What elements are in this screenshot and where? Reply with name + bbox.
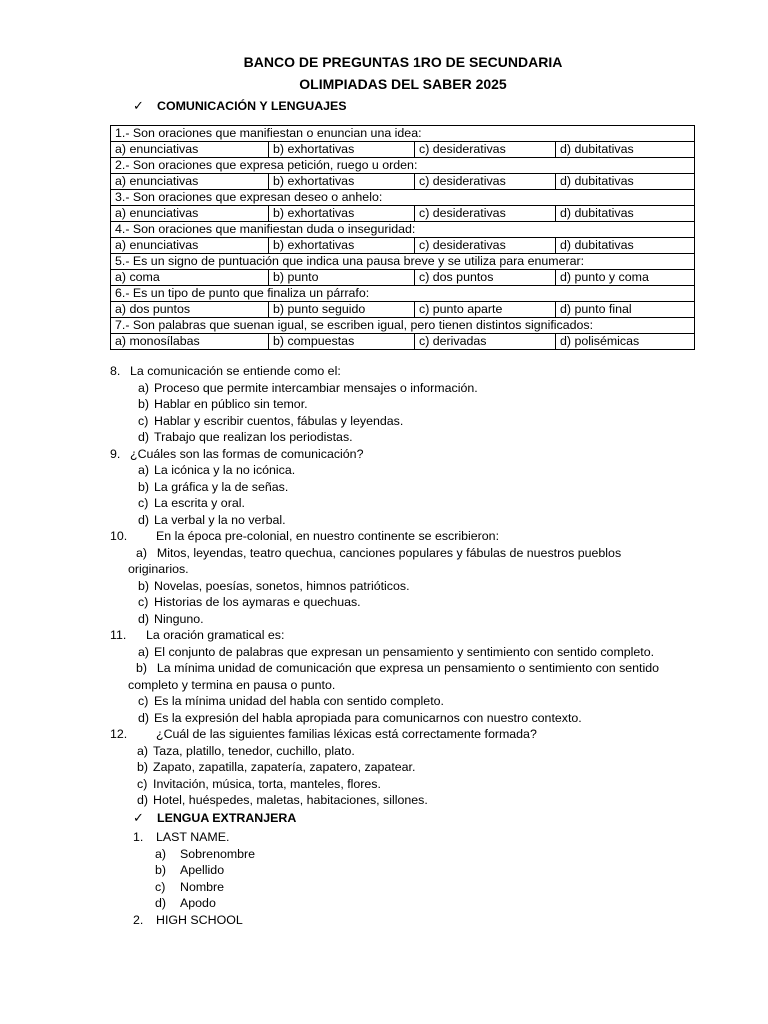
option-continuation: originarios. [128,562,189,576]
table-question-row [111,158,695,174]
option: b) Hablar en público sin temor. [138,397,308,411]
question-cell: 7.- Son palabras que suenan igual, se escriben igual, pero tienen distintos significados: [111,318,695,334]
option-cell: d) dubitativas [556,174,695,190]
option-cell: a) enunciativas [111,142,269,158]
table-question-row [111,222,695,238]
table-question-row [111,254,695,270]
question-text: ¿Cuáles son las formas de comunicación? [130,446,364,461]
option-cell: d) dubitativas [556,238,695,254]
option: c) Es la mínima unidad del habla con sentido completo. [138,694,444,708]
option: c) Hablar y escribir cuentos, fábulas y leyendas. [138,413,404,428]
option: d) Apodo [155,896,216,910]
option: d) Trabajo que realizan los periodistas. [138,430,353,444]
option: b) La mínima unidad de comunicación que expresa un pensamiento o sentimiento con sentido [136,661,660,675]
option: b) La gráfica y la de señas. [138,479,289,494]
option: d) La verbal y la no verbal. [138,512,286,527]
table-options-row [111,334,695,350]
table-question-row [111,190,695,206]
option-cell: b) punto seguido [269,302,415,318]
question-number: 12. [110,727,128,741]
question-8 [110,363,750,446]
checkmark-icon: ✓ [133,98,144,113]
option-cell: a) coma [111,270,269,286]
table-options-row [111,270,695,286]
question-cell: 2.- Son oraciones que expresa petición, ruego u orden: [111,158,695,174]
option: a) La icónica y la no icónica. [138,463,296,477]
option: a) Proceso que permite intercambiar mensajes o información. [138,380,478,395]
table-options-row [111,302,695,318]
question-number: 10. [110,529,128,543]
question-text: ¿Cuál de las siguientes familias léxicas está correctamente formada? [156,727,537,741]
option-cell: c) desiderativas [415,142,556,158]
option-cell: c) dos puntos [415,270,556,286]
question-12 [110,726,750,809]
question-2: 2. HIGH SCHOOL [133,912,243,927]
question-cell: 6.- Es un tipo de punto que finaliza un párrafo: [111,286,695,302]
question-cell: 5.- Es un signo de puntuación que indica una pausa breve y se utiliza para enumerar: [111,254,695,270]
question-list [110,363,750,809]
option-cell: b) compuestas [269,334,415,350]
option-cell: d) dubitativas [556,142,695,158]
question-cell: 3.- Son oraciones que expresan deseo o anhelo: [111,190,695,206]
option: a) El conjunto de palabras que expresan un pensamiento y sentimiento con sentido completo. [138,644,655,659]
option: b) Zapato, zapatilla, zapatería, zapatero, zapatear. [137,760,416,774]
question-10 [110,528,750,627]
option-cell: c) derivadas [415,334,556,350]
page-title: BANCO DE PREGUNTAS 1RO DE SECUNDARIA [243,54,563,70]
option: b) Novelas, poesías, sonetos, himnos patrióticos. [138,578,410,593]
option: b) Apellido [155,863,225,877]
questions-table [110,125,695,350]
table-options-row [111,142,695,158]
option-cell: c) desiderativas [415,206,556,222]
table-options-row [111,174,695,190]
option: a) Sobrenombre [155,846,256,861]
option-continuation: completo y termina en pausa o punto. [128,677,336,692]
option-cell: a) monosílabas [111,334,269,350]
option: c) Historias de los aymaras e quechuas. [138,595,361,609]
option: c) La escrita y oral. [138,496,245,510]
option-cell: b) punto [269,270,415,286]
table-question-row [111,286,695,302]
option-cell: b) exhortativas [269,238,415,254]
question-cell: 4.- Son oraciones que manifiestan duda o inseguridad: [111,222,695,238]
question-text: La comunicación se entiende como el: [130,364,341,378]
section-title: LENGUA EXTRANJERA [157,811,297,825]
question-1: 1. LAST NAME. [133,830,230,844]
option-cell: d) punto y coma [556,270,695,286]
page-subtitle: OLIMPIADAS DEL SABER 2025 [299,76,507,92]
option-cell: a) enunciativas [111,206,269,222]
table-options-row [111,206,695,222]
option-cell: d) polisémicas [556,334,695,350]
section-lengua-extranjera [133,810,296,826]
foreign-language-questions [133,829,255,928]
option: c) Invitación, música, torta, manteles, flores. [137,776,381,791]
option: d) Es la expresión del habla apropiada para comunicarnos con nuestro contexto. [138,710,582,725]
section-title: COMUNICACIÓN Y LENGUAJES [157,99,347,113]
question-9 [110,446,750,529]
option-cell: d) punto final [556,302,695,318]
table-options-row [111,238,695,254]
question-11 [110,627,750,726]
question-cell: 1.- Son oraciones que manifiestan o enuncian una idea: [111,126,695,142]
option-cell: a) dos puntos [111,302,269,318]
table-question-row [111,318,695,334]
section-comunicacion [133,98,347,114]
option: a) Taza, platillo, tenedor, cuchillo, plato. [137,743,355,758]
option: d) Hotel, huéspedes, maletas, habitaciones, sillones. [137,793,428,807]
question-text: La oración gramatical es: [146,628,285,642]
option: a) Mitos, leyendas, teatro quechua, canciones populares y fábulas de nuestros pueblos [136,545,622,560]
question-number: 8. [110,364,121,378]
option-cell: d) dubitativas [556,206,695,222]
option: d) Ninguno. [138,611,204,626]
option-cell: b) exhortativas [269,174,415,190]
question-number: 11. [110,628,127,642]
option-cell: b) exhortativas [269,142,415,158]
checkmark-icon: ✓ [133,810,144,825]
option-cell: c) punto aparte [415,302,556,318]
question-number: 9. [110,446,121,461]
option-cell: b) exhortativas [269,206,415,222]
option-cell: a) enunciativas [111,174,269,190]
option-cell: c) desiderativas [415,174,556,190]
table-question-row [111,126,695,142]
option: c) Nombre [155,879,225,894]
option-cell: c) desiderativas [415,238,556,254]
option-cell: a) enunciativas [111,238,269,254]
question-text: En la época pre-colonial, en nuestro continente se escribieron: [156,529,500,543]
